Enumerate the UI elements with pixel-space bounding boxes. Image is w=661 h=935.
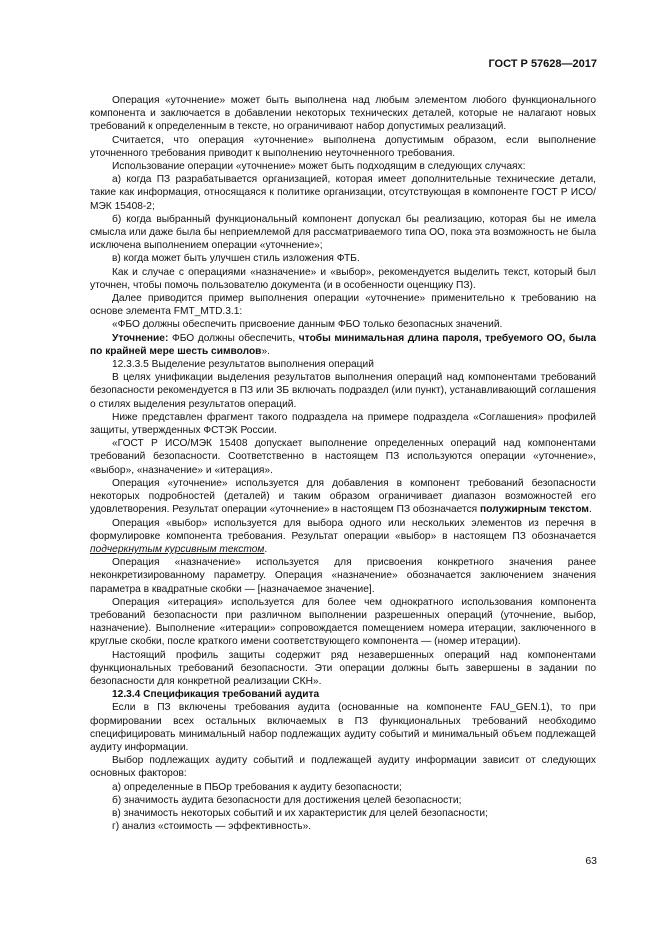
paragraph: Выбор подлежащих аудиту событий и подлежащей аудиту информации зависит от следующих основных факторов: bbox=[90, 755, 596, 780]
refinement-label: Уточнение: bbox=[112, 332, 169, 344]
paragraph: Операция «назначение» используется для присвоения конкретного значения ранее неконкретизированному параметру. Операция «назначение» обозначается заключением значения параметра в квадратные скобки — [назначаемое значение]. bbox=[90, 557, 596, 595]
underlined-italic-text: подчеркнутым курсивным текстом bbox=[90, 543, 265, 555]
paragraph: Как и случае с операциями «назначение» и «выбор», рекомендуется выделить текст, который был уточнен, чтобы помочь пользователю документа (и в особенности оценщику ПЗ). bbox=[90, 266, 596, 291]
list-item: в) значимость некоторых событий и их характеристик для целей безопасности; bbox=[112, 807, 488, 819]
paragraph: Ниже представлен фрагмент такого подраздела на примере подраздела «Соглашения» профилей защиты, утвержденных ФСТЭК России. bbox=[90, 411, 596, 437]
quote-paragraph: «ФБО должны обеспечить присвоение данным ФБО только безопасных значений. bbox=[112, 319, 503, 331]
paragraph: Считается, что операция «уточнение» выполнена допустимым образом, если выполнение уточненного требования приводит к выполнению неуточненного требования. bbox=[90, 134, 596, 159]
paragraph: В целях унификации выделения результатов выполнения операций над компонентами требований безопасности рекомендуется в ПЗ или ЗБ включать подраздел (или пункт), устанавливающий соглашения о стилях выделения результатов операций. bbox=[90, 372, 596, 410]
list-item: б) значимость аудита безопасности для достижения целей безопасности; bbox=[112, 794, 462, 806]
paragraph bbox=[90, 517, 596, 557]
paragraph: Использование операции «уточнение» может быть подходящим в следующих случаях: bbox=[112, 161, 526, 173]
bold-text: полужирным текстом bbox=[480, 504, 589, 516]
list-item: б) когда выбранный функциональный компонент допускал бы реализацию, которая бы не имела смысла или даже была бы неприемлемой для рассматриваемого типа ОО, пока эта возможность не была исключена выполнением операции «уточнение»; bbox=[90, 213, 596, 252]
paragraph: Операция «итерация» используется для более чем однократного использования компонента требований безопасности при различном выполнении разрешенных операций (уточнение, выбор, назначение). Выполнение «итерации» сопровождается помещением номера итерации, заключенного в круглые скобки, после краткого имени соответствующего компонента — (номер итерации). bbox=[90, 596, 596, 648]
refinement-bold: чтобы минимальная длина пароля, требуемого ОО, была по крайней мере шесть символов bbox=[90, 332, 596, 357]
paragraph-text: Операция «выбор» используется для выбора одного или нескольких элементов из перечня в формулировке компонента требования. Результат операции «выбор» в настоящем ПЗ обозначается bbox=[90, 517, 596, 542]
list-item: а) определенные в ПБОр требования к аудиту безопасности; bbox=[112, 781, 402, 793]
refinement-example bbox=[90, 332, 596, 358]
refinement-tail: ». bbox=[261, 345, 270, 357]
list-item: в) когда может быть улучшен стиль изложения ФТБ. bbox=[112, 253, 360, 265]
section-heading: 12.3.3.5 Выделение результатов выполнения операций bbox=[112, 359, 374, 371]
paragraph-end: . bbox=[588, 504, 592, 516]
paragraph-end: . bbox=[264, 543, 268, 555]
page-number: 63 bbox=[585, 855, 597, 867]
refinement-plain: ФБО должны обеспечить, bbox=[168, 332, 299, 344]
list-item: а) когда ПЗ разрабатывается организацией, которая имеет дополнительные технические детали, такие как информация, относящаяся к политике организации, отсутствующая в компоненте ГОСТ Р ИСО/МЭК 15408-2; bbox=[90, 174, 596, 212]
list-item: г) анализ «стоимость — эффективность». bbox=[112, 821, 312, 833]
section-heading: 12.3.4 Спецификация требований аудита bbox=[112, 689, 320, 701]
paragraph: «ГОСТ Р ИСО/МЭК 15408 допускает выполнение определенных операций над компонентами требований безопасности. Соответственно в настоящем ПЗ используются операции «уточнение», «выбор», «назначение» и «итерация». bbox=[90, 438, 596, 476]
page-body bbox=[90, 94, 596, 833]
paragraph bbox=[90, 477, 596, 517]
paragraph-text: Операция «уточнение» используется для добавления в компонент требований безопасности некоторых подробностей (деталей) и таким образом ограничивает диапазон возможностей его удовлетворения. Результат операции «уточнение» в настоящем ПЗ обозначается bbox=[90, 477, 596, 516]
paragraph: Далее приводится пример выполнения операции «уточнение» применительно к требованию на основе элемента FMT_MTD.3.1: bbox=[90, 293, 596, 318]
paragraph: Операция «уточнение» может быть выполнена над любым элементом любого функционального компонента и заключается в добавлении некоторых технических деталей, которые не налагают новых требований к определенным в тексте, но ограничивают набор допустимых реализаций. bbox=[90, 95, 596, 133]
paragraph: Если в ПЗ включены требования аудита (основанные на компоненте FAU_GEN.1), то при формировании всех остальных включаемых в ПЗ функциональных требований необходимо специфицировать минимальный набор подлежащих аудиту событий и минимальный объем подлежащей аудиту информации. bbox=[90, 702, 596, 753]
paragraph: Настоящий профиль защиты содержит ряд незавершенных операций над компонентами функциональных требований безопасности. Эти операции должны быть завершены в задании по безопасности для конкретной реализации СКН». bbox=[90, 649, 596, 687]
document-code: ГОСТ Р 57628—2017 bbox=[488, 58, 597, 70]
